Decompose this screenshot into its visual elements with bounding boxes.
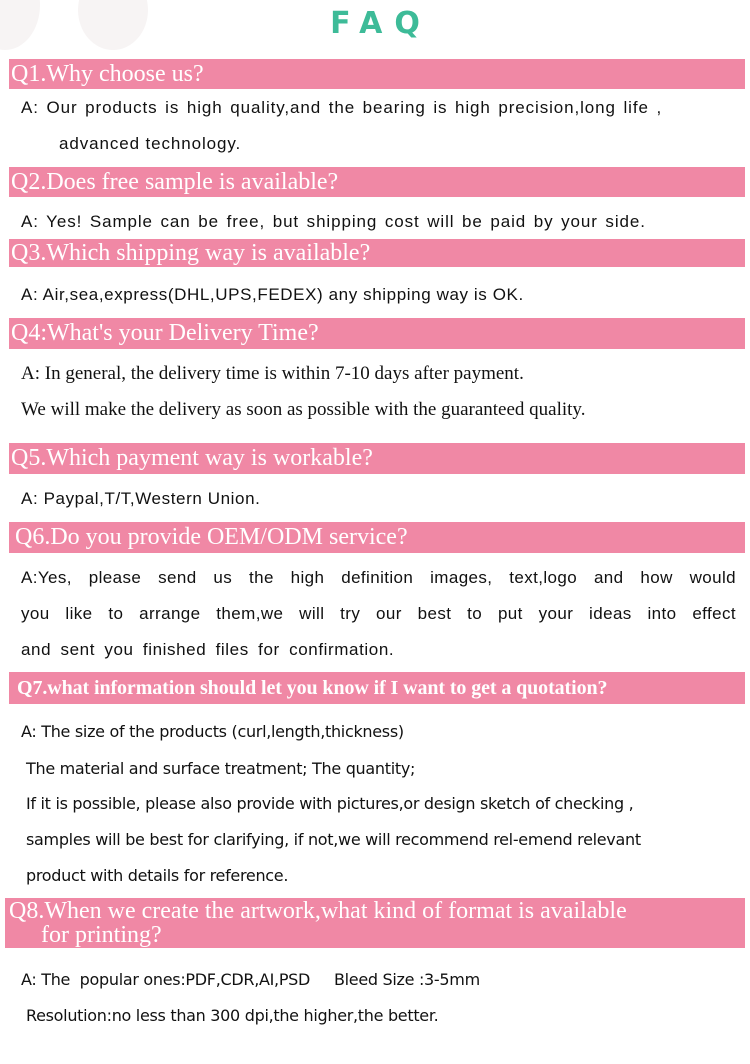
faq-question-8-line-2: for printing?: [41, 922, 162, 948]
faq-answer-7-line-5: product with details for reference.: [26, 866, 289, 885]
faq-answer-1-line-1: A: Our products is high quality,and the bearing is high precision,long life ,: [21, 98, 663, 117]
page-title: FAQ: [330, 6, 432, 41]
faq-answer-5-line-1: A: Paypal,T/T,Western Union.: [21, 489, 261, 508]
faq-answer-2-line-1: A: Yes! Sample can be free, but shipping cost will be paid by your side.: [21, 212, 646, 231]
faq-question-5: Q5.Which payment way is workable?: [9, 443, 745, 474]
faq-question-2: Q2.Does free sample is available?: [9, 167, 745, 197]
faq-question-8: [5, 898, 745, 948]
faq-answer-7-line-1: A: The size of the products (curl,length,thickness): [21, 722, 404, 741]
faq-answer-7-line-3: If it is possible, please also provide with pictures,or design sketch of checking ,: [26, 794, 634, 813]
faq-question-6: Q6.Do you provide OEM/ODM service?: [9, 522, 745, 553]
faq-answer-8-line-2: Resolution:no less than 300 dpi,the higher,the better.: [26, 1006, 439, 1025]
faq-answer-6-line-1: A:Yes, please send us the high definition images, text,logo and how would: [21, 568, 736, 587]
faq-question-3: Q3.Which shipping way is available?: [9, 239, 745, 267]
faq-question-4: Q4:What's your Delivery Time?: [9, 318, 745, 349]
faq-answer-6-line-2: you like to arrange them,we will try our best to put your ideas into effect: [21, 604, 736, 623]
faq-answer-4-line-1: A: In general, the delivery time is within 7-10 days after payment.: [21, 363, 524, 384]
faq-answer-6-line-3: and sent you finished files for confirmation.: [21, 640, 395, 659]
faq-answer-8-line-1: A: The popular ones:PDF,CDR,AI,PSD Bleed Size :3-5mm: [21, 970, 480, 989]
faq-answer-3-line-1: A: Air,sea,express(DHL,UPS,FEDEX) any shipping way is OK.: [21, 285, 524, 304]
faq-question-1: Q1.Why choose us?: [9, 59, 745, 89]
faq-question-7: Q7.what information should let you know if I want to get a quotation?: [9, 672, 745, 704]
faq-answer-7-line-2: The material and surface treatment; The quantity;: [26, 759, 416, 778]
faq-answer-4-line-2: We will make the delivery as soon as possible with the guaranteed quality.: [21, 399, 586, 420]
faq-answer-7-line-4: samples will be best for clarifying, if not,we will recommend rel-emend relevant: [26, 830, 641, 849]
faq-answer-1-line-2: advanced technology.: [59, 134, 242, 153]
faq-question-8-line-1: Q8.When we create the artwork,what kind of format is available: [9, 898, 627, 924]
